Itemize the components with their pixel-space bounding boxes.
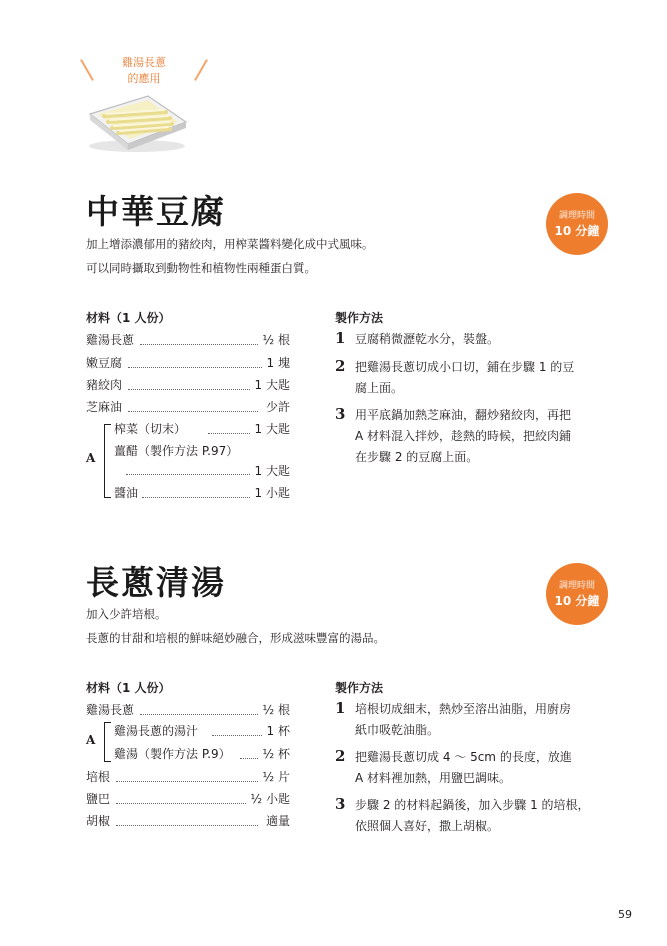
step-number: 3 xyxy=(335,795,346,813)
step-line: 步驟 2 的材料起鍋後，加入步驟 1 的培根， xyxy=(355,798,590,812)
group-bracket xyxy=(104,722,111,762)
ingredient-name: 薑醋（製作方法 P.97） xyxy=(114,444,239,458)
ingredient-name: 榨菜（切末） xyxy=(114,422,187,436)
ingredient-amount: 1 大匙 xyxy=(254,464,290,478)
step-number: 2 xyxy=(335,357,346,375)
ingredient-name: 雞湯（製作方法 P.9） xyxy=(114,747,231,761)
step-line: 依照個人喜好，撒上胡椒。 xyxy=(355,819,500,833)
step-line: 在步驟 2 的豆腐上面。 xyxy=(355,450,479,464)
step-line: A 材料裡加熱，用鹽巴調味。 xyxy=(355,771,512,785)
step-line: 紙巾吸乾油脂。 xyxy=(355,723,440,737)
step-text xyxy=(355,329,499,350)
time-label: 調理時間 xyxy=(558,581,595,591)
intro-line: 可以同時攝取到動物性和植物性兩種蛋白質。 xyxy=(86,261,316,275)
step-number: 2 xyxy=(335,747,346,765)
ingredient-amount: 1 大匙 xyxy=(254,378,290,392)
step-text xyxy=(355,795,590,837)
ingredient-name: 培根 xyxy=(86,770,111,784)
step-number: 1 xyxy=(335,699,346,717)
time-value: 10 分鐘 xyxy=(554,224,600,238)
step-number: 1 xyxy=(335,329,346,347)
leader-dots xyxy=(116,781,258,782)
step-line: 培根切成細末，熱炒至溶出油脂，用廚房 xyxy=(355,702,572,716)
steps-heading: 製作方法 xyxy=(335,681,384,695)
ingredient-name: 芝麻油 xyxy=(86,400,123,414)
leader-dots xyxy=(142,497,250,498)
ingredient-name: 嫩豆腐 xyxy=(86,356,123,370)
cooking-time-badge xyxy=(546,193,608,255)
ingredient-name: 鹽巴 xyxy=(86,792,111,806)
group-label: A xyxy=(86,733,96,747)
step-line: 把雞湯長蔥切成 4 ～ 5cm 的長度，放進 xyxy=(355,750,572,764)
intro-line: 加入少許培根。 xyxy=(86,607,167,621)
badge-line-2: 的應用 xyxy=(127,72,161,85)
ingredient-amount: 1 小匙 xyxy=(254,486,290,500)
time-label: 調理時間 xyxy=(558,211,595,221)
leader-dots xyxy=(116,825,258,826)
ingredient-name: 醬油 xyxy=(114,486,139,500)
recipe-title: 長蔥清湯 xyxy=(86,563,226,602)
ingredients-heading: 材料（1 人份） xyxy=(86,681,171,695)
leader-dots xyxy=(126,474,250,475)
ingredient-name: 雞湯長蔥 xyxy=(86,703,135,717)
ingredients-heading: 材料（1 人份） xyxy=(86,311,171,325)
section-badge xyxy=(84,50,204,90)
ingredient-amount: 1 杯 xyxy=(266,724,290,738)
recipe-title: 中華豆腐 xyxy=(86,192,226,231)
step-number: 3 xyxy=(335,405,346,423)
time-value: 10 分鐘 xyxy=(554,594,600,608)
ingredient-name: 豬絞肉 xyxy=(86,378,123,392)
ingredient-amount: ½ 杯 xyxy=(262,747,290,761)
intro-line: 加上增添濃郁用的豬絞肉，用榨菜醬料變化成中式風味。 xyxy=(86,237,374,251)
page-number: 59 xyxy=(618,908,632,921)
ingredient-amount: 適量 xyxy=(265,814,290,828)
ingredient-amount: 少許 xyxy=(265,400,290,414)
step-text xyxy=(355,699,571,741)
ingredient-amount: ½ 小匙 xyxy=(250,792,290,806)
step-line: 豆腐稍微瀝乾水分，裝盤。 xyxy=(355,332,500,346)
leader-dots xyxy=(116,803,246,804)
ingredient-name: 胡椒 xyxy=(86,814,111,828)
leek-dish-image xyxy=(84,92,190,154)
ingredient-amount: ½ 片 xyxy=(262,770,290,784)
cooking-time-badge xyxy=(546,563,608,625)
leader-dots xyxy=(128,389,250,390)
badge-line-1: 雞湯長蔥 xyxy=(122,56,166,69)
ingredient-amount: ½ 根 xyxy=(262,703,290,717)
group-label: A xyxy=(86,451,96,465)
step-text xyxy=(355,405,571,468)
ingredient-amount: 1 塊 xyxy=(266,356,290,370)
ingredient-amount: ½ 根 xyxy=(262,333,290,347)
step-line: A 材料混入拌炒，趁熱的時候，把絞肉鋪 xyxy=(355,429,572,443)
group-bracket xyxy=(104,424,111,498)
ingredient-name: 雞湯長蔥的湯汁 xyxy=(114,724,199,738)
step-text xyxy=(355,747,572,789)
ingredient-name: 雞湯長蔥 xyxy=(86,333,135,347)
step-line: 把雞湯長蔥切成小口切，鋪在步驟 1 的豆 xyxy=(355,360,575,374)
leader-dots xyxy=(128,411,258,412)
intro-line: 長蔥的甘甜和培根的鮮味絕妙融合，形成滋味豐富的湯品。 xyxy=(86,631,385,645)
ingredient-amount: 1 大匙 xyxy=(254,422,290,436)
step-line: 腐上面。 xyxy=(355,381,404,395)
steps-heading: 製作方法 xyxy=(335,311,384,325)
step-line: 用平底鍋加熱芝麻油，翻炒豬絞肉，再把 xyxy=(355,408,572,422)
step-text xyxy=(355,357,574,399)
